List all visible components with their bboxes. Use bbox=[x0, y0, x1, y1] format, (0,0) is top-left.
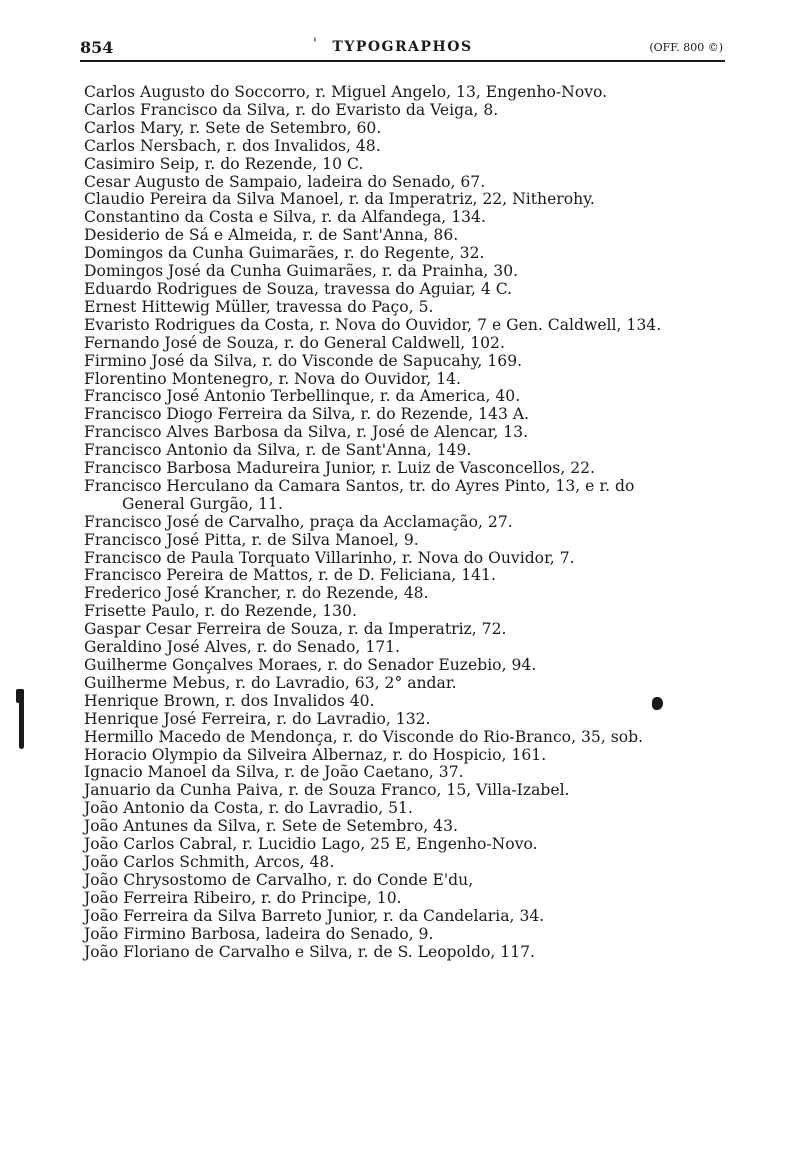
directory-entry bbox=[84, 317, 724, 335]
entry-text: João Ferreira Ribeiro, r. do Principe, 10. bbox=[84, 888, 402, 907]
directory-entry bbox=[84, 460, 724, 478]
directory-entry bbox=[84, 567, 724, 585]
directory-entry bbox=[84, 227, 724, 245]
entry-text: Francisco Alves Barbosa da Silva, r. José de Alencar, 13. bbox=[84, 423, 529, 442]
entry-text: Frisette Paulo, r. do Rezende, 130. bbox=[84, 602, 357, 621]
directory-entry bbox=[84, 478, 724, 514]
entry-text: Firmino José da Silva, r. do Visconde de Sapucahy, 169. bbox=[84, 351, 523, 370]
section-title: TYPOGRAPHOS bbox=[332, 39, 473, 55]
directory-entry bbox=[84, 102, 724, 120]
directory-entry bbox=[84, 872, 724, 890]
entry-text: Guilherme Mebus, r. do Lavradio, 63, 2° andar. bbox=[84, 673, 457, 692]
entry-text: Francisco Herculano da Camara Santos, tr. do Ayres Pinto, 13, e r. do bbox=[84, 476, 635, 495]
directory-entry bbox=[84, 764, 724, 782]
directory-entry bbox=[84, 585, 724, 603]
directory-entry bbox=[84, 675, 724, 693]
directory-entry bbox=[84, 944, 724, 962]
directory-entry bbox=[84, 174, 724, 192]
entry-text: Fernando José de Souza, r. do General Caldwell, 102. bbox=[84, 333, 505, 352]
directory-entry bbox=[84, 693, 724, 711]
directory-entry bbox=[84, 908, 724, 926]
directory-entry bbox=[84, 353, 724, 371]
directory-entry bbox=[84, 603, 724, 621]
entry-text: Carlos Mary, r. Sete de Setembro, 60. bbox=[84, 118, 382, 137]
directory-entry bbox=[84, 263, 724, 281]
directory-entry bbox=[84, 209, 724, 227]
directory-entry bbox=[84, 299, 724, 317]
directory-entry bbox=[84, 890, 724, 908]
entry-text: Hermillo Macedo de Mendonça, r. do Visconde do Rio-Branco, 35, sob. bbox=[84, 727, 644, 746]
directory-entry bbox=[84, 442, 724, 460]
entry-text: Francisco José Pitta, r. de Silva Manoel, 9. bbox=[84, 530, 419, 549]
entry-text: Ignacio Manoel da Silva, r. de João Caetano, 37. bbox=[84, 763, 464, 782]
directory-entry bbox=[84, 836, 724, 854]
entry-text: Francisco Pereira de Mattos, r. de D. Feliciana, 141. bbox=[84, 566, 496, 585]
directory-entry bbox=[84, 138, 724, 156]
entry-text: Francisco Barbosa Madureira Junior, r. Luiz de Vasconcellos, 22. bbox=[84, 459, 595, 478]
directory-entry bbox=[84, 657, 724, 675]
directory-entry bbox=[84, 281, 724, 299]
directory-entry bbox=[84, 245, 724, 263]
entry-text: Casimiro Seip, r. do Rezende, 10 C. bbox=[84, 154, 364, 173]
page-header bbox=[80, 34, 725, 62]
entry-text: Geraldino José Alves, r. do Senado, 171. bbox=[84, 638, 401, 657]
page-number: 854 bbox=[80, 38, 114, 57]
entry-text: Henrique José Ferreira, r. do Lavradio, 132. bbox=[84, 709, 431, 728]
directory-entry bbox=[84, 84, 724, 102]
entry-text: Florentino Montenegro, r. Nova do Ouvidor, 14. bbox=[84, 369, 461, 388]
directory-entry bbox=[84, 818, 724, 836]
entry-text: Francisco Diogo Ferreira da Silva, r. do Rezende, 143 A. bbox=[84, 405, 530, 424]
directory-entry bbox=[84, 371, 724, 389]
directory-entry bbox=[84, 156, 724, 174]
entry-text: Domingos da Cunha Guimarães, r. do Regente, 32. bbox=[84, 244, 485, 263]
entry-text: Guilherme Gonçalves Moraes, r. do Senador Euzebio, 94. bbox=[84, 656, 537, 674]
entry-text: João Carlos Cabral, r. Lucidio Lago, 25 E, Engenho-Novo. bbox=[84, 835, 538, 854]
entry-text: Ernest Hittewig Müller, travessa do Paço, 5. bbox=[84, 297, 434, 316]
entry-text: João Firmino Barbosa, ladeira do Senado, 9. bbox=[84, 924, 434, 943]
entry-text: Carlos Augusto do Soccorro, r. Miguel Angelo, 13, Engenho-Novo. bbox=[84, 83, 608, 101]
directory-entry bbox=[84, 800, 724, 818]
entry-text: João Antonio da Costa, r. do Lavradio, 51. bbox=[84, 799, 413, 818]
directory-entry bbox=[84, 514, 724, 532]
margin-ink-mark bbox=[19, 689, 24, 749]
header-tick-mark: ' bbox=[313, 36, 317, 52]
directory-entry bbox=[84, 120, 724, 138]
entry-text: Claudio Pereira da Silva Manoel, r. da Imperatriz, 22, Nitherohy. bbox=[84, 190, 595, 209]
entry-text: Desiderio de Sá e Almeida, r. de Sant'Anna, 86. bbox=[84, 226, 459, 245]
directory-entry bbox=[84, 711, 724, 729]
entry-text: Henrique Brown, r. dos Invalidos 40. bbox=[84, 691, 375, 710]
directory-entry bbox=[84, 926, 724, 944]
entry-text: Francisco de Paula Torquato Villarinho, r. Nova do Ouvidor, 7. bbox=[84, 548, 575, 567]
entry-text: Francisco Antonio da Silva, r. de Sant'Anna, 149. bbox=[84, 441, 472, 460]
directory-entry bbox=[84, 854, 724, 872]
directory-entry bbox=[84, 639, 724, 657]
directory-entry bbox=[84, 621, 724, 639]
directory-entry bbox=[84, 191, 724, 209]
entry-text: João Floriano de Carvalho e Silva, r. de S. Leopoldo, 117. bbox=[84, 942, 535, 961]
entry-text: Constantino da Costa e Silva, r. da Alfandega, 134. bbox=[84, 208, 486, 227]
entry-text: Cesar Augusto de Sampaio, ladeira do Senado, 67. bbox=[84, 172, 486, 191]
entry-text: Carlos Nersbach, r. dos Invalidos, 48. bbox=[84, 136, 381, 155]
directory-entry bbox=[84, 406, 724, 424]
entry-text: João Antunes da Silva, r. Sete de Setembro, 43. bbox=[84, 817, 458, 836]
directory-entry bbox=[84, 747, 724, 765]
entry-text: João Carlos Schmith, Arcos, 48. bbox=[84, 852, 335, 871]
directory-entry bbox=[84, 335, 724, 353]
entry-text: Evaristo Rodrigues da Costa, r. Nova do Ouvidor, 7 e Gen. Caldwell, 134. bbox=[84, 315, 662, 334]
directory-entry-list bbox=[84, 84, 724, 961]
entry-text: João Chrysostomo de Carvalho, r. do Conde E'du, bbox=[84, 870, 474, 889]
entry-text: Francisco José de Carvalho, praça da Acclamação, 27. bbox=[84, 512, 513, 531]
entry-text: Domingos José da Cunha Guimarães, r. da Prainha, 30. bbox=[84, 262, 519, 281]
entry-text: Carlos Francisco da Silva, r. do Evaristo da Veiga, 8. bbox=[84, 100, 499, 119]
directory-entry bbox=[84, 782, 724, 800]
entry-text: Gaspar Cesar Ferreira de Souza, r. da Imperatriz, 72. bbox=[84, 620, 507, 639]
directory-entry bbox=[84, 729, 724, 747]
entry-text: João Ferreira da Silva Barreto Junior, r. da Candelaria, 34. bbox=[84, 906, 545, 925]
entry-text: Horacio Olympio da Silveira Albernaz, r. do Hospicio, 161. bbox=[84, 745, 547, 764]
entry-text: Januario da Cunha Paiva, r. de Souza Franco, 15, Villa-Izabel. bbox=[84, 781, 570, 800]
entry-text: Francisco José Antonio Terbellinque, r. da America, 40. bbox=[84, 387, 521, 406]
entry-text: Frederico José Krancher, r. do Rezende, 48. bbox=[84, 584, 429, 603]
header-right-note: (OFF. 800 ©) bbox=[649, 41, 723, 54]
entry-continuation: General Gurgão, 11. bbox=[122, 494, 283, 513]
directory-entry bbox=[84, 388, 724, 406]
directory-entry bbox=[84, 424, 724, 442]
directory-entry bbox=[84, 550, 724, 568]
directory-entry bbox=[84, 532, 724, 550]
entry-text: Eduardo Rodrigues de Souza, travessa do Aguiar, 4 C. bbox=[84, 279, 513, 298]
